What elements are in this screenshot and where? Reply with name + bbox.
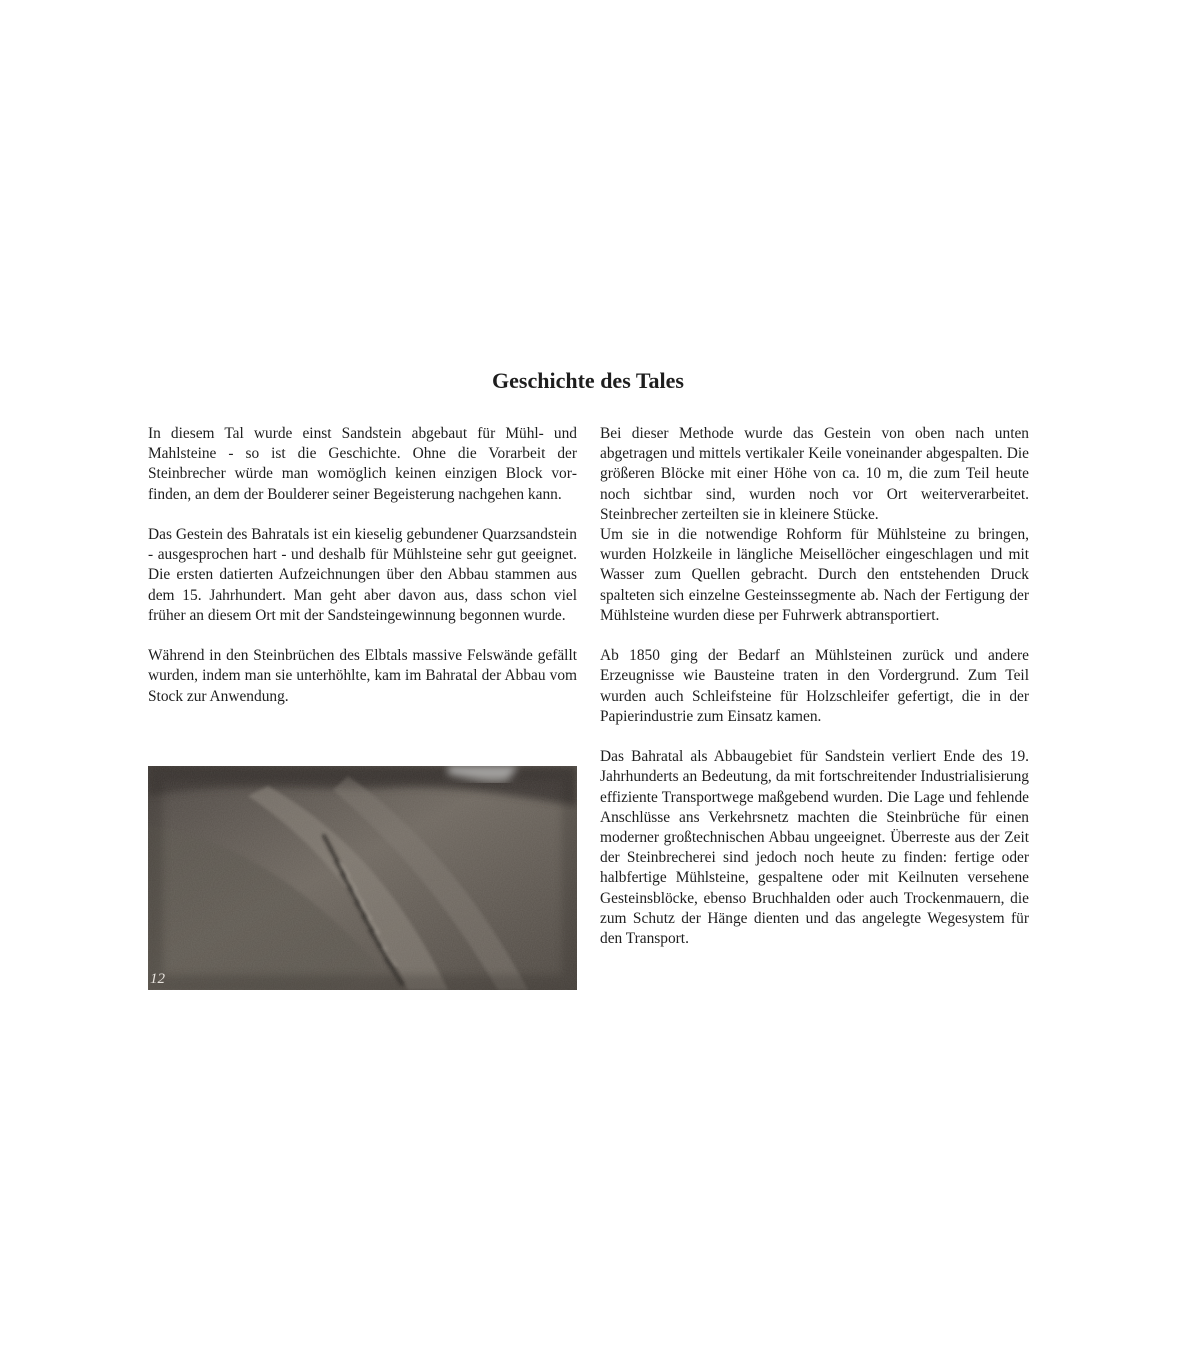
paragraph: Während in den Steinbrüchen des Elbtals massive Felswände gefällt wurden, indem man sie unterhöhlte, kam im Bahratal der Abbau vom Stock zur Anwendung. (148, 647, 577, 705)
paragraph: Das Bahratal als Abbaugebiet für Sandstein verliert Ende des 19. Jahrhunderts an Bedeutung, da mit fortschreitender Industrialisierung effiziente Transportwege maßgebend wurden. Die Lage und fehlende Anschlüsse ans Verkehrsnetz machten die Steinbrüche für einen moderner großtechnischen Abbau ungeeignet. Überreste aus der Zeit der Steinbrecherei sind jedoch noch heute zu finden: fertige oder halbfertige Mühlsteine, gespaltene oder mit Keilnuten versehene Gesteinsblöcke, ebenso Bruchhalden oder auch Trockenmauern, die zum Schutz der Hänge dienten und das angelegte Wegesystem für den Transport. (600, 748, 1029, 948)
rock-photo (148, 766, 577, 990)
paragraph: Ab 1850 ging der Bedarf an Mühlsteinen zurück und andere Erzeugnisse wie Bausteine traten in den Vordergrund. Zum Teil wurden auch Schleifsteine für Holzschleifer gefertigt, die in der Papierindustrie zum Einsatz kamen. (600, 647, 1029, 725)
text-column-right (600, 424, 1029, 949)
paragraph: In diesem Tal wurde einst Sandstein abgebaut für Mühl- und Mahlsteine - so ist die Geschichte. Ohne die Vorarbeit der Steinbrecher würde man womöglich keinen einzigen Block vorfinden, an dem der Boulderer seiner Begeisterung nachgehen kann. (148, 425, 577, 503)
paragraph: Das Gestein des Bahratals ist ein kieselig gebundener Quarzsandstein - ausgesprochen hart - und deshalb für Mühlsteine sehr gut geeignet. Die ersten datierten Aufzeichnungen über den Abbau stammen aus dem 15. Jahrhundert. Man geht aber davon aus, dass schon viel früher an diesem Ort mit der Sandsteingewinnung begonnen wurde. (148, 526, 577, 624)
page-title: Geschichte des Tales (492, 368, 684, 393)
rock-photo-image (148, 766, 577, 990)
page-number: 12 (150, 971, 165, 987)
paragraph: Um sie in die notwendige Rohform für Mühlsteine zu bringen, wurden Holzkeile in längliche Meisellöcher eingeschlagen und mit Wasser zum Quellen gebracht. Durch den entstehenden Druck spalteten sich einzelne Gesteinssegmente ab. Nach der Fertigung der Mühlsteine wurden diese per Fuhrwerk abtransportiert. (600, 526, 1029, 624)
text-column-left (148, 424, 577, 707)
paragraph: Bei dieser Methode wurde das Gestein von oben nach unten abgetragen und mittels vertikaler Keile voneinander abgespalten. Die größeren Blöcke mit einer Höhe von ca. 10 m, die zum Teil heute noch sichtbar sind, wurden noch vor Ort weiterverarbeitet. Steinbrecher zerteilten sie in kleinere Stücke. (600, 425, 1029, 523)
